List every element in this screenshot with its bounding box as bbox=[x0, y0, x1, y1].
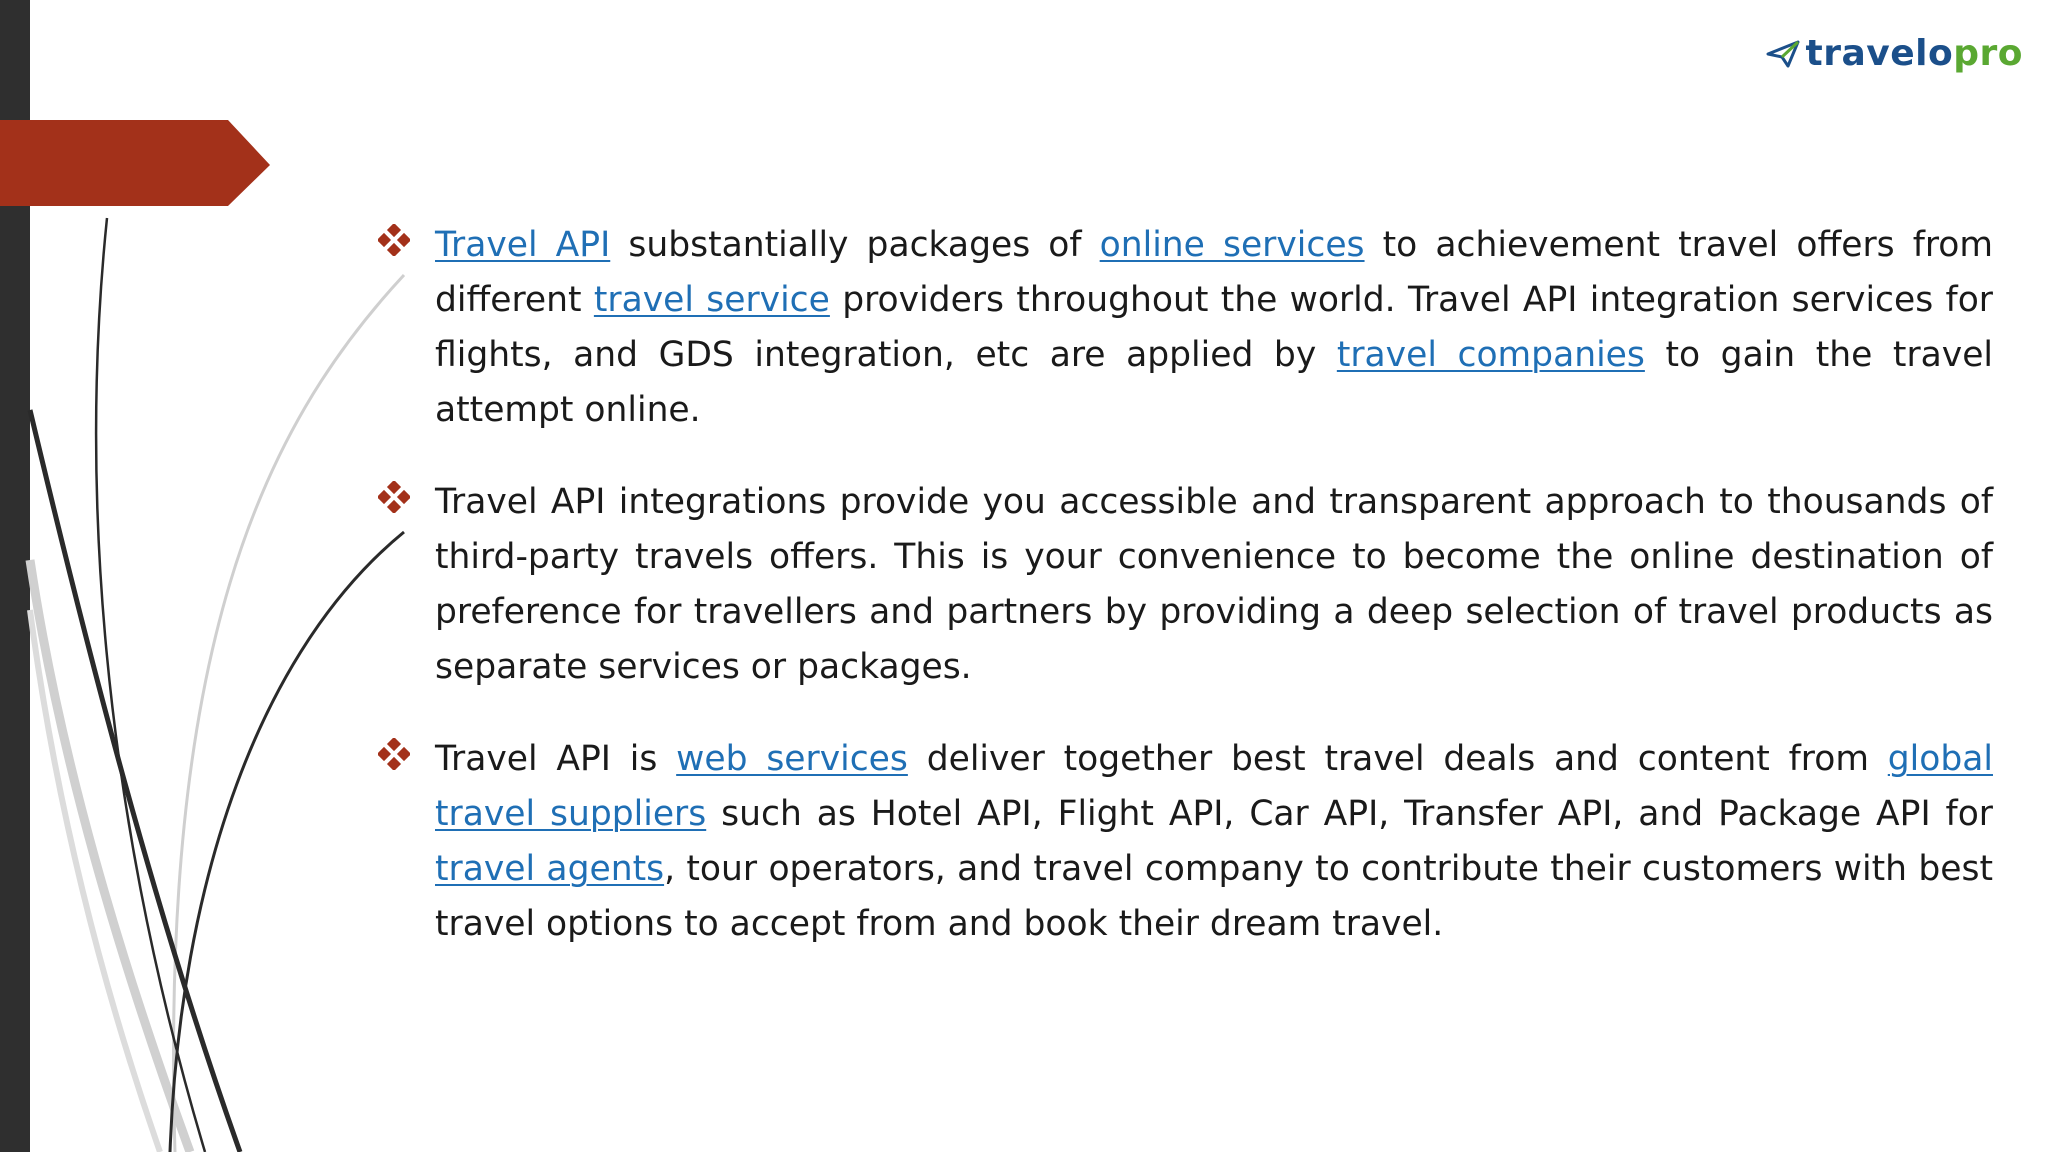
text-run: such as Hotel API, Flight API, Car API, Transfer API, and Package API for bbox=[706, 794, 1993, 834]
text-run: , tour operators, and travel company to contribute their customers with best travel options to accept from and book their dream travel. bbox=[435, 849, 1993, 944]
bullet-item bbox=[378, 732, 1993, 952]
inline-link[interactable]: travel agents bbox=[435, 849, 665, 889]
bullet-text bbox=[435, 475, 1993, 695]
curve-light-3 bbox=[174, 275, 404, 1152]
text-run: providers throughout the world. Travel API integration services for flights, and GDS integration, etc are applied by bbox=[435, 280, 1993, 375]
bullet-text bbox=[435, 732, 1993, 952]
bullet-item bbox=[378, 475, 1993, 695]
curve-dark-1 bbox=[30, 410, 240, 1152]
logo-text-travelo: travelo bbox=[1805, 33, 1954, 74]
paper-plane-icon bbox=[1766, 40, 1800, 68]
accent-banner bbox=[0, 120, 270, 206]
logo-text-pro: pro bbox=[1953, 33, 2023, 74]
inline-link[interactable]: Travel API bbox=[435, 225, 611, 265]
diamond-bullet-icon bbox=[378, 224, 410, 256]
curve-dark-3 bbox=[170, 532, 404, 1152]
text-run: Travel API is bbox=[435, 739, 677, 779]
travelopro-logo bbox=[1766, 34, 2023, 74]
diamond-bullet-icon bbox=[378, 481, 410, 513]
curve-light-1 bbox=[30, 560, 190, 1152]
inline-link[interactable]: global travel suppliers bbox=[435, 739, 1993, 834]
bullet-list bbox=[378, 218, 1993, 989]
inline-link[interactable]: travel service bbox=[593, 280, 830, 320]
text-run: to gain the travel attempt online. bbox=[435, 335, 1994, 430]
inline-link[interactable]: online services bbox=[1099, 225, 1365, 265]
inline-link[interactable]: web services bbox=[676, 739, 908, 779]
text-run: deliver together best travel deals and content from bbox=[907, 739, 1888, 779]
logo-text bbox=[1806, 34, 2023, 74]
inline-link[interactable]: travel companies bbox=[1336, 335, 1645, 375]
bullet-text bbox=[435, 218, 1993, 438]
diamond-bullet-icon bbox=[378, 738, 410, 770]
bullet-item bbox=[378, 218, 1993, 438]
text-run: Travel API integrations provide you accessible and transparent approach to thousands of third-party travels offers. This is your convenience to become the online destination of preference for travellers and partners by providing a deep selection of travel products as separate services or packages. bbox=[435, 482, 1993, 687]
text-run: to achievement travel offers from different bbox=[435, 225, 1993, 320]
text-run: substantially packages of bbox=[610, 225, 1100, 265]
decorative-curves bbox=[0, 0, 420, 1152]
